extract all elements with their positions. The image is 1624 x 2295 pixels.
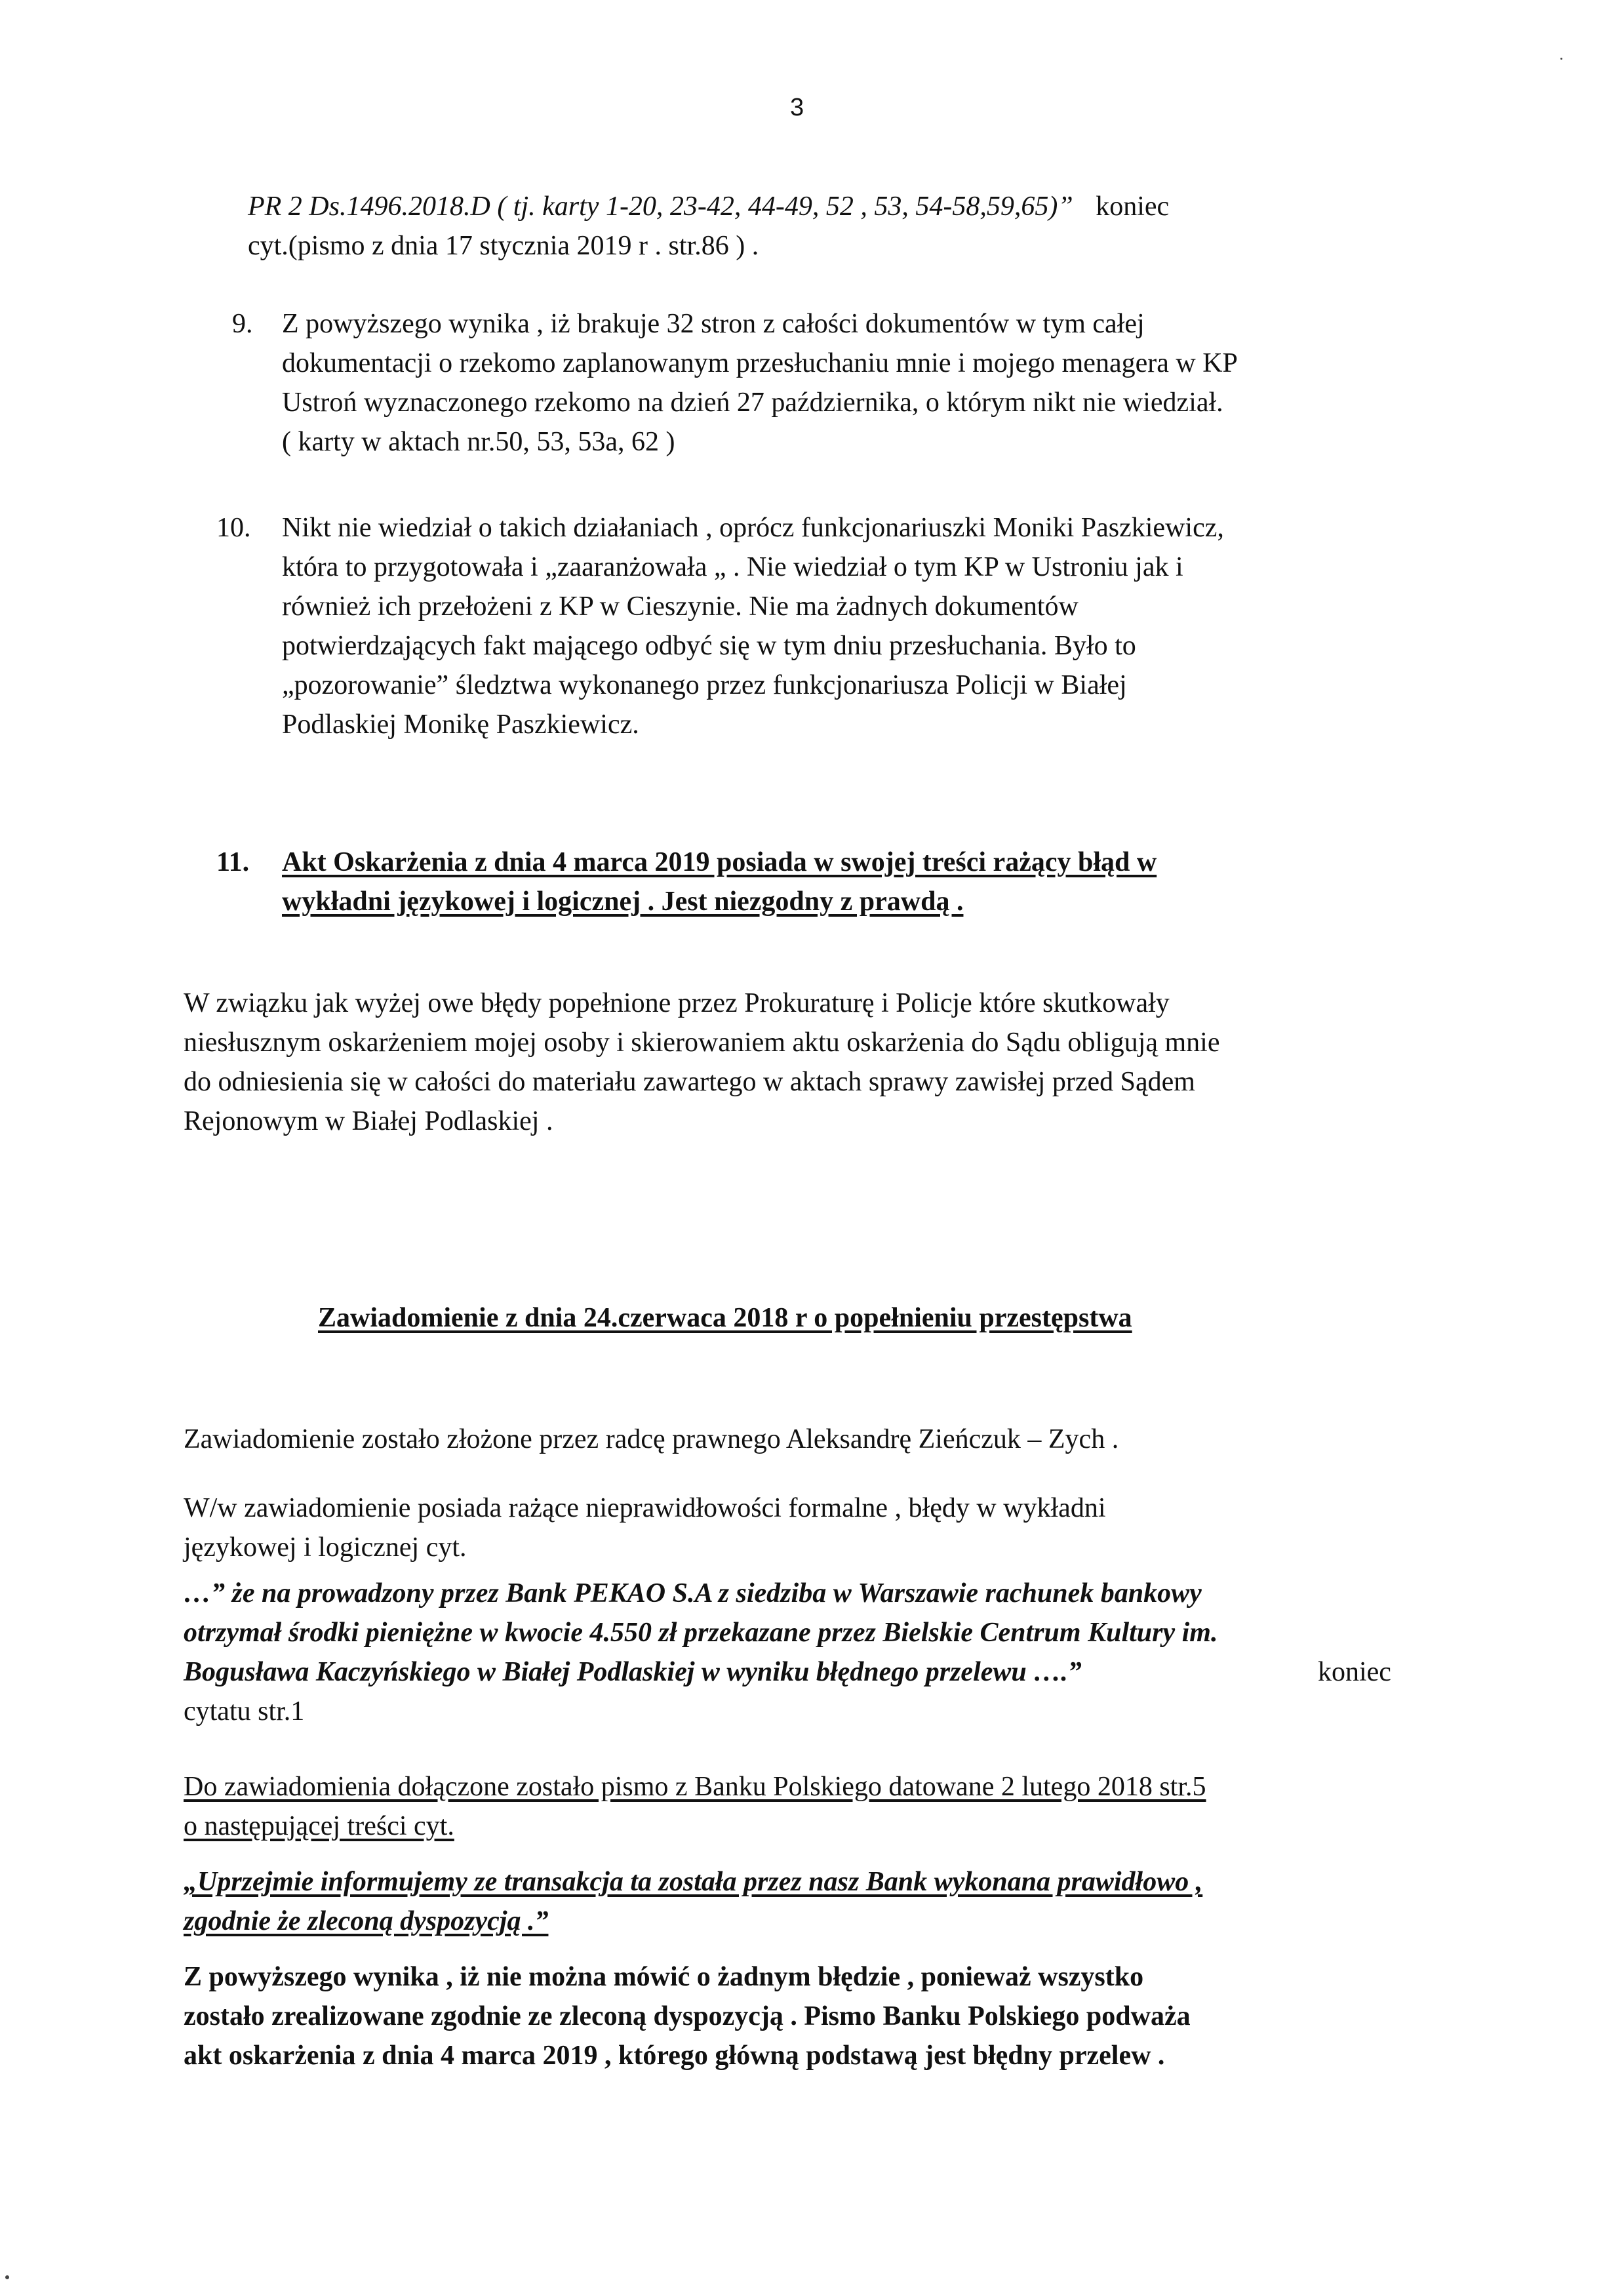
intro-line-1 [248, 187, 1428, 226]
item-9-number: 9. [232, 309, 253, 339]
notice-flaws-paragraph: W/w zawiadomienie posiada rażące nieprawidłowości formalne , błędy w wykładni językowej i logicznej cyt. [184, 1493, 1106, 1563]
consequences-paragraph: W związku jak wyżej owe błędy popełnione przez Prokuraturę i Policje które skutkowały niesłusznym oskarżeniem mojej osoby i skierowaniem aktu oskarżenia do Sądu obligują mnie do odniesienia się w całości do materiału zawartego w aktach sprawy zawisłej przed Sądem Rejonowym w Białej Podlaskiej . [184, 988, 1220, 1136]
scan-speck [1560, 58, 1562, 60]
item-10-number: 10. [216, 513, 251, 543]
intro-citation-tail: koniec [1096, 191, 1170, 222]
conclusion-paragraph: Z powyższego wynika , iż nie można mówić o żadnym błędzie , ponieważ wszystko zostało zrealizowane zgodnie ze zleconą dyspozycją . Pismo Banku Polskiego podważa akt oskarżenia z dnia 4 marca 2019 , którego główną podstawą jest błędny przelew . [184, 1962, 1191, 2071]
intro-line-2: cyt.(pismo z dnia 17 stycznia 2019 r . str.86 ) . [248, 231, 759, 261]
scan-speck [5, 2275, 9, 2279]
item-10-text: Nikt nie wiedział o takich działaniach , oprócz funkcjonariuszki Moniki Paszkiewicz, która to przygotowała i „zaaranżowała „ . Nie wiedział o tym KP w Ustroniu jak i również ich przełożeni z KP w Cieszynie. Nie ma żadnych dokumentów potwierdzających fakt mającego odbyć się w tym dniu przesłuchania. Było to „pozorowanie” śledztwa wykonanego przez funkcjonariusza Policji w Białej Podlaskiej Monikę Paszkiewicz. [282, 513, 1224, 740]
section-heading: Zawiadomienie z dnia 24.czerwaca 2018 r o popełnieniu przestępstwa [318, 1303, 1132, 1333]
attachment-note: Do zawiadomienia dołączone zostało pismo z Banku Polskiego datowane 2 lutego 2018 str.5 o następującej treści cyt. [184, 1772, 1206, 1841]
bank-quote: „Uprzejmie informujemy ze transakcja ta została przez nasz Bank wykonana prawidłowo , zgodnie że zleconą dyspozycją .” [184, 1867, 1203, 1936]
item-11-text: Akt Oskarżenia z dnia 4 marca 2019 posiada w swojej treści rażący błąd w wykładni językowej i logicznej . Jest niezgodny z prawdą . [282, 847, 1157, 917]
page-number: 3 [790, 94, 804, 121]
quoted-notice-source: cytatu str.1 [184, 1696, 305, 1726]
intro-citation-italic: PR 2 Ds.1496.2018.D ( tj. karty 1-20, 23-42, 44-49, 52 , 53, 54-58,59,65)” [248, 191, 1073, 222]
quoted-notice-tail: koniec [1318, 1657, 1391, 1687]
notice-filed-paragraph: Zawiadomienie zostało złożone przez radcę prawnego Aleksandrę Zieńczuk – Zych . [184, 1424, 1119, 1454]
item-11-number: 11. [216, 847, 250, 877]
item-9-text: Z powyższego wynika , iż brakuje 32 stron z całości dokumentów w tym całej dokumentacji o rzekomo zaplanowanym przesłuchaniu mnie i mojego menagera w KP Ustroń wyznaczonego rzekomo na dzień 27 października, o którym nikt nie wiedział. ( karty w aktach nr.50, 53, 53a, 62 ) [282, 309, 1238, 457]
quoted-notice: …” że na prowadzony przez Bank PEKAO S.A z siedziba w Warszawie rachunek bankowy otrzymał środki pieniężne w kwocie 4.550 zł przekazane przez Bielskie Centrum Kultury im. Bogusława Kaczyńskiego w Białej Podlaskiej w wyniku błędnego przelewu ….” [184, 1578, 1218, 1687]
